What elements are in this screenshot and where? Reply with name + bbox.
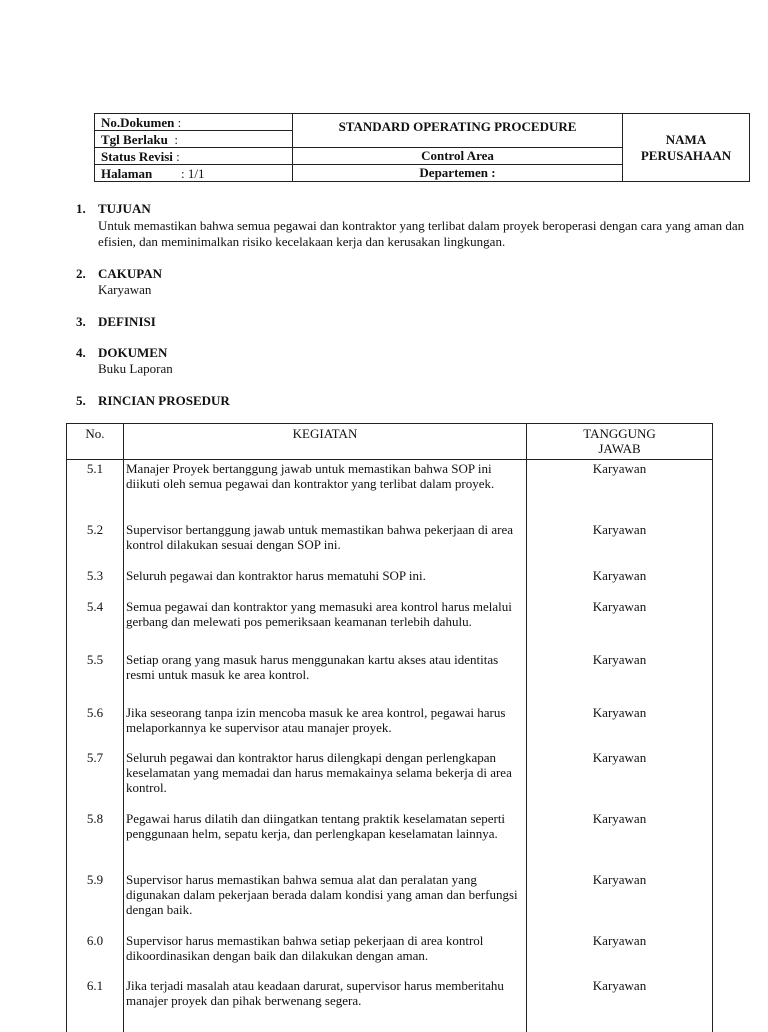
table-row — [67, 871, 713, 932]
section-number: 3. — [76, 314, 86, 329]
status-revisi-value: : — [176, 148, 180, 164]
table-row — [67, 598, 713, 651]
section-number: 4. — [76, 345, 86, 360]
section-title: DOKUMEN — [98, 345, 168, 360]
row-activity: Supervisor harus memastikan bahwa semua alat dan peralatan yang digunakan dalam pekerjaan berada dalam kondisi yang aman dan berfungsi dengan baik. — [124, 871, 527, 932]
section-dokumen-text: Buku Laporan — [98, 361, 173, 376]
section-title: DEFINISI — [98, 314, 156, 329]
row-responsible: Karyawan — [527, 932, 713, 977]
row-responsible: Karyawan — [527, 871, 713, 932]
row-responsible: Karyawan — [527, 704, 713, 749]
no-dokumen-cell — [95, 114, 293, 131]
row-responsible: Karyawan — [527, 749, 713, 810]
section-tujuan-heading — [76, 201, 151, 217]
section-dokumen-heading — [76, 345, 167, 361]
company-name-line2: PERUSAHAAN — [640, 147, 732, 163]
header-tanggung-jawab — [527, 424, 713, 460]
table-row — [67, 651, 713, 704]
table-row — [67, 704, 713, 749]
procedure-table-header — [67, 424, 713, 460]
no-dokumen-value: : — [177, 114, 182, 130]
row-responsible: Karyawan — [527, 651, 713, 704]
table-row — [67, 567, 713, 598]
row-responsible: Karyawan — [527, 598, 713, 651]
tgl-berlaku-value: : — [174, 131, 178, 147]
no-dokumen-label: No.Dokumen — [101, 114, 175, 130]
header-tanggung: TANGGUNG — [583, 426, 656, 441]
sop-title: STANDARD OPERATING PROCEDURE — [293, 114, 623, 148]
row-number: 5.7 — [67, 749, 124, 810]
halaman-value: : 1/1 — [181, 165, 205, 181]
tgl-berlaku-label: Tgl Berlaku — [101, 131, 168, 147]
row-activity: Setiap orang yang masuk harus menggunakan kartu akses atau identitas resmi untuk masuk ke area kontrol. — [124, 651, 527, 704]
status-revisi-cell — [95, 148, 293, 165]
section-definisi-heading — [76, 314, 156, 330]
halaman-label: Halaman — [101, 165, 153, 181]
tgl-berlaku-cell — [95, 131, 293, 148]
row-number: 5.3 — [67, 567, 124, 598]
row-activity: Manajer Proyek bertanggung jawab untuk memastikan bahwa SOP ini diikuti oleh semua pegawai dan kontraktor yang terlibat dalam proyek. — [124, 460, 527, 521]
row-number: 5.8 — [67, 810, 124, 871]
row-number: 5.2 — [67, 521, 124, 567]
row-activity: Semua pegawai dan kontraktor yang memasuki area kontrol harus melalui gerbang dan melewati pos pemeriksaan keamanan terlebih dahulu. — [124, 598, 527, 651]
row-number: 5.5 — [67, 651, 124, 704]
table-row — [67, 521, 713, 567]
row-activity: Supervisor bertanggung jawab untuk memastikan bahwa pekerjaan di area kontrol dilakukan sesuai dengan SOP ini. — [124, 521, 527, 567]
document-header-table — [94, 113, 750, 182]
section-cakupan-heading — [76, 266, 162, 282]
row-number: 6.0 — [67, 932, 124, 977]
row-responsible: Karyawan — [527, 977, 713, 1032]
row-number: 5.1 — [67, 460, 124, 521]
section-cakupan-text: Karyawan — [98, 282, 152, 297]
section-number: 5. — [76, 393, 86, 408]
section-tujuan-text: Untuk memastikan bahwa semua pegawai dan kontraktor yang terlibat dalam proyek beroperasi dengan cara yang aman dan efisien, dan meminimalkan risiko kecelakaan kerja dan kerusakan lingkungan. — [98, 218, 745, 249]
table-row — [67, 749, 713, 810]
status-revisi-label: Status Revisi — [101, 148, 173, 164]
row-activity: Jika terjadi masalah atau keadaan darurat, supervisor harus memberitahu manajer proyek dan pihak berwenang segera. — [124, 977, 527, 1032]
halaman-cell — [95, 165, 293, 182]
table-row — [67, 810, 713, 871]
section-number: 1. — [76, 201, 86, 216]
table-row — [67, 460, 713, 521]
table-row — [67, 932, 713, 977]
section-rincian-heading — [76, 393, 230, 409]
row-activity: Jika seseorang tanpa izin mencoba masuk ke area kontrol, pegawai harus melaporkannya ke supervisor atau manajer proyek. — [124, 704, 527, 749]
header-kegiatan: KEGIATAN — [124, 424, 527, 460]
section-title: TUJUAN — [98, 201, 151, 216]
table-row — [67, 977, 713, 1032]
row-number: 5.4 — [67, 598, 124, 651]
row-activity: Seluruh pegawai dan kontraktor harus mematuhi SOP ini. — [124, 567, 527, 598]
row-responsible: Karyawan — [527, 521, 713, 567]
row-responsible: Karyawan — [527, 567, 713, 598]
header-no: No. — [67, 424, 124, 460]
company-name — [623, 114, 750, 182]
row-activity: Seluruh pegawai dan kontraktor harus dilengkapi dengan perlengkapan keselamatan yang memadai dan harus memakainya selama bekerja di area kontrol. — [124, 749, 527, 810]
row-activity: Supervisor harus memastikan bahwa setiap pekerjaan di area kontrol dikoordinasikan dengan baik dan dilakukan dengan aman. — [124, 932, 527, 977]
section-number: 2. — [76, 266, 86, 281]
row-number: 6.1 — [67, 977, 124, 1032]
row-number: 5.6 — [67, 704, 124, 749]
header-jawab: JAWAB — [598, 441, 641, 456]
departemen: Departemen : — [293, 165, 623, 182]
company-name-line1: NAMA — [665, 131, 707, 147]
row-responsible: Karyawan — [527, 460, 713, 521]
control-area: Control Area — [293, 148, 623, 165]
section-title: CAKUPAN — [98, 266, 163, 281]
row-activity: Pegawai harus dilatih dan diingatkan tentang praktik keselamatan seperti penggunaan helm, sepatu kerja, dan perlengkapan keselamatan lainnya. — [124, 810, 527, 871]
row-number: 5.9 — [67, 871, 124, 932]
row-responsible: Karyawan — [527, 810, 713, 871]
section-title: RINCIAN PROSEDUR — [98, 393, 230, 408]
procedure-table — [66, 423, 713, 1032]
